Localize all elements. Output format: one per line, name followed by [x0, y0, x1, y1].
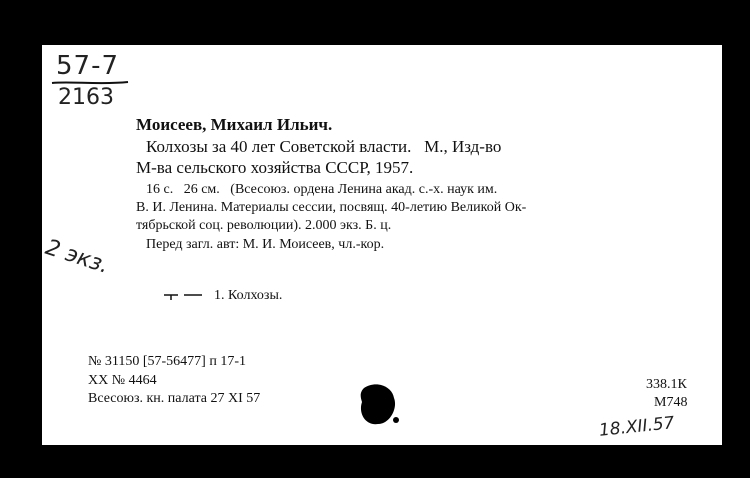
- note-line: Перед загл. авт: М. И. Моисеев, чл.-кор.: [146, 237, 385, 252]
- classification-code: 338.1К: [646, 377, 687, 392]
- author-mark: М748: [654, 395, 688, 410]
- footer-line-1: № 31150 [57-56477] п 17-1: [88, 354, 246, 369]
- catalog-card: [42, 45, 722, 445]
- collation-line-3: тябрьской соц. революции). 2.000 экз. Б. ц.: [136, 218, 392, 233]
- handwritten-date: 18.XII.57: [598, 413, 676, 441]
- call-number-bottom: 2163: [58, 85, 114, 110]
- title-line-1: Колхозы за 40 лет Советской власти. М., Изд-во: [146, 137, 502, 156]
- footer-line-3: Всесоюз. кн. палата 27 XI 57: [88, 391, 261, 406]
- title-line-2: М-ва сельского хозяйства СССР, 1957.: [136, 158, 414, 177]
- author-heading: Моисеев, Михаил Ильич.: [136, 115, 333, 134]
- tracing-mark-icon: [162, 289, 206, 301]
- footer-line-2: XX № 4464: [88, 373, 157, 388]
- ink-blot: [354, 380, 404, 430]
- subject-heading: 1. Колхозы.: [214, 288, 283, 303]
- collation-line-1: 16 с. 26 см. (Всесоюз. ордена Ленина акад. с.-х. наук им.: [146, 182, 498, 197]
- handwritten-copies-note: 2 экз.: [42, 235, 112, 279]
- call-number-top: 57-7: [56, 51, 120, 81]
- collation-line-2: В. И. Ленина. Материалы сессии, посвящ. 40-летию Великой Ок-: [136, 200, 527, 215]
